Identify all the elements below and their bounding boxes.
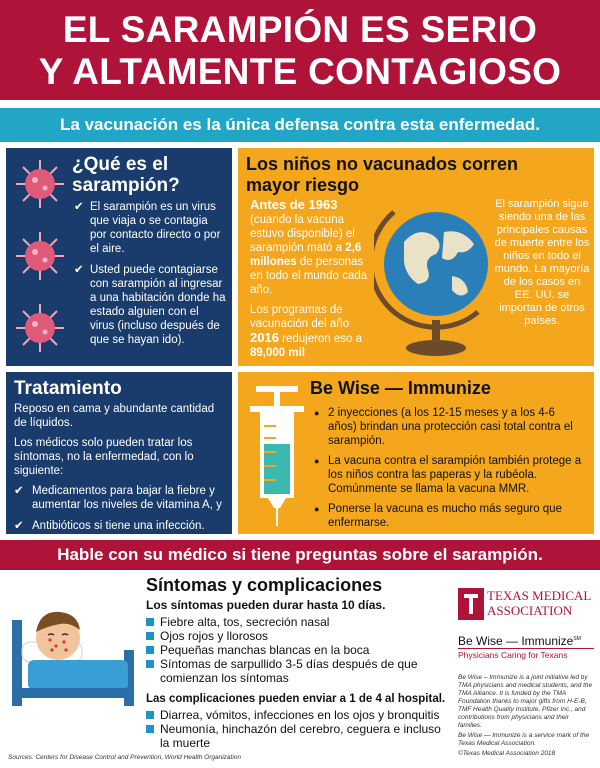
syringe-icon — [246, 382, 308, 528]
what-bullets — [74, 200, 226, 354]
list-item: Diarrea, vómitos, infecciones en los ojos y bronquitis — [146, 708, 450, 722]
symptoms-section — [146, 574, 450, 750]
talk-to-doctor-banner: Hable con su médico si tiene preguntas sobre el sarampión. — [0, 540, 600, 570]
list-item: ✔ Antibióticos si tiene una infección. — [14, 520, 205, 532]
treatment-panel — [6, 372, 232, 534]
risk-panel — [238, 148, 594, 366]
symptoms-title: Síntomas y complicaciones — [146, 575, 383, 595]
what-title: ¿Qué es el sarampión? — [72, 154, 180, 196]
list-item: Fiebre alta, tos, secreción nasal — [146, 615, 450, 629]
tma-emblem-icon — [458, 588, 484, 620]
globe-icon — [374, 192, 498, 360]
list-item: ✔ El sarampión es un virus que viaja o se contagia por contacto directo o por el aire. — [74, 201, 221, 255]
list-item: Síntomas de sarpullido 3-5 días después de que comienzan los síntomas — [146, 657, 450, 685]
sources-note: Sources: Centers for Disease Control and Prevention, World Health Organization — [8, 754, 242, 761]
sick-child-icon — [8, 590, 138, 710]
what-is-measles-panel — [6, 148, 232, 366]
header-line2: Y ALTAMENTE CONTAGIOSO — [38, 51, 562, 92]
header-banner — [0, 0, 600, 100]
list-item: ● Ponerse la vacuna es mucho más seguro que enfermarse. — [314, 503, 562, 529]
immunize-panel — [238, 372, 594, 534]
list-item: ● La vacuna contra el sarampión también protege a los niños contra las paperas y la rubéola. Comúnmente se llama la vacuna MMR. — [314, 455, 582, 495]
be-wise-logo: Be Wise — Immunize℠ — [458, 634, 581, 648]
list-item: Pequeñas manchas blancas en la boca — [146, 643, 450, 657]
treatment-title: Tratamiento — [14, 378, 122, 399]
risk-right-text: El sarampión sigue siendo una de las principales causas de muerte entre los niños en todo el mundo. La mayoría de los casos en EE. UU. se importan de otros países. — [494, 198, 590, 327]
risk-title: Los niños no vacunados corren mayor riesgo — [246, 154, 519, 195]
tma-tagline: Physicians Caring for Texans — [458, 648, 594, 660]
symptoms-subtitle: Los síntomas pueden durar hasta 10 días. — [146, 598, 386, 612]
fine-print-2: Be Wise — Immunize is a service mark of the Texas Medical Association. — [458, 732, 590, 747]
risk-left-text: Antes de 1963 (cuando la vacuna estuvo disponible) el sarampión mató a 2,6 millones de personas en todo el mundo cada año. Los programas de vacunación del año 2016 redujeron eso a 89,000 mil — [250, 197, 368, 359]
list-item: ● 2 inyecciones (a los 12-15 meses y a los 4-6 años) brindan una protección casi total contra el sarampión. — [314, 407, 573, 447]
immunize-bullets — [314, 406, 586, 537]
header-line1: EL SARAMPIÓN ES SERIO — [62, 9, 538, 50]
list-item: ✔ Usted puede contagiarse con sarampión al ingresar a una habitación donde ha estado alguien con el virus (incluso después de que se hayan ido). — [74, 264, 226, 346]
treatment-text: Reposo en cama y abundante cantidad de líquidos. Los médicos solo pueden tratar los síntomas, no la enfermedad, con lo siguiente: ✔ Medicamentos para bajar la fiebre y aumentar los niveles de vitamina A, y ✔ Antibióticos si tiene una infección. — [14, 402, 226, 540]
virus-icon — [14, 302, 66, 354]
list-item: Ojos rojos y llorosos — [146, 629, 450, 643]
list-item: Neumonía, hinchazón del cerebro, ceguera e incluso la muerte — [146, 722, 450, 750]
tma-logo-block — [458, 588, 594, 758]
tma-name: TEXAS MEDICAL ASSOCIATION — [487, 588, 592, 618]
complications-subtitle: Las complicaciones pueden enviar a 1 de 4 al hospital. — [146, 693, 446, 705]
vaccination-banner: La vacunación es la única defensa contra esta enfermedad. — [0, 108, 600, 142]
fine-print-3: ©Texas Medical Association 2018 — [458, 750, 556, 757]
virus-icon — [14, 158, 66, 210]
immunize-title: Be Wise — Immunize — [310, 378, 491, 398]
list-item: ✔ Medicamentos para bajar la fiebre y aumentar los niveles de vitamina A, y — [14, 485, 222, 511]
fine-print-1: Be Wise – Immunize is a joint initiative led by TMA physicians and medical students, and the TMA Alliance. It is funded by the TMA Foundation thanks to major gifts from H-E-B, TMF Health Quality Institute, Pfizer Inc., and contributions from physicians and their families. — [458, 674, 593, 729]
virus-icon — [14, 230, 66, 282]
